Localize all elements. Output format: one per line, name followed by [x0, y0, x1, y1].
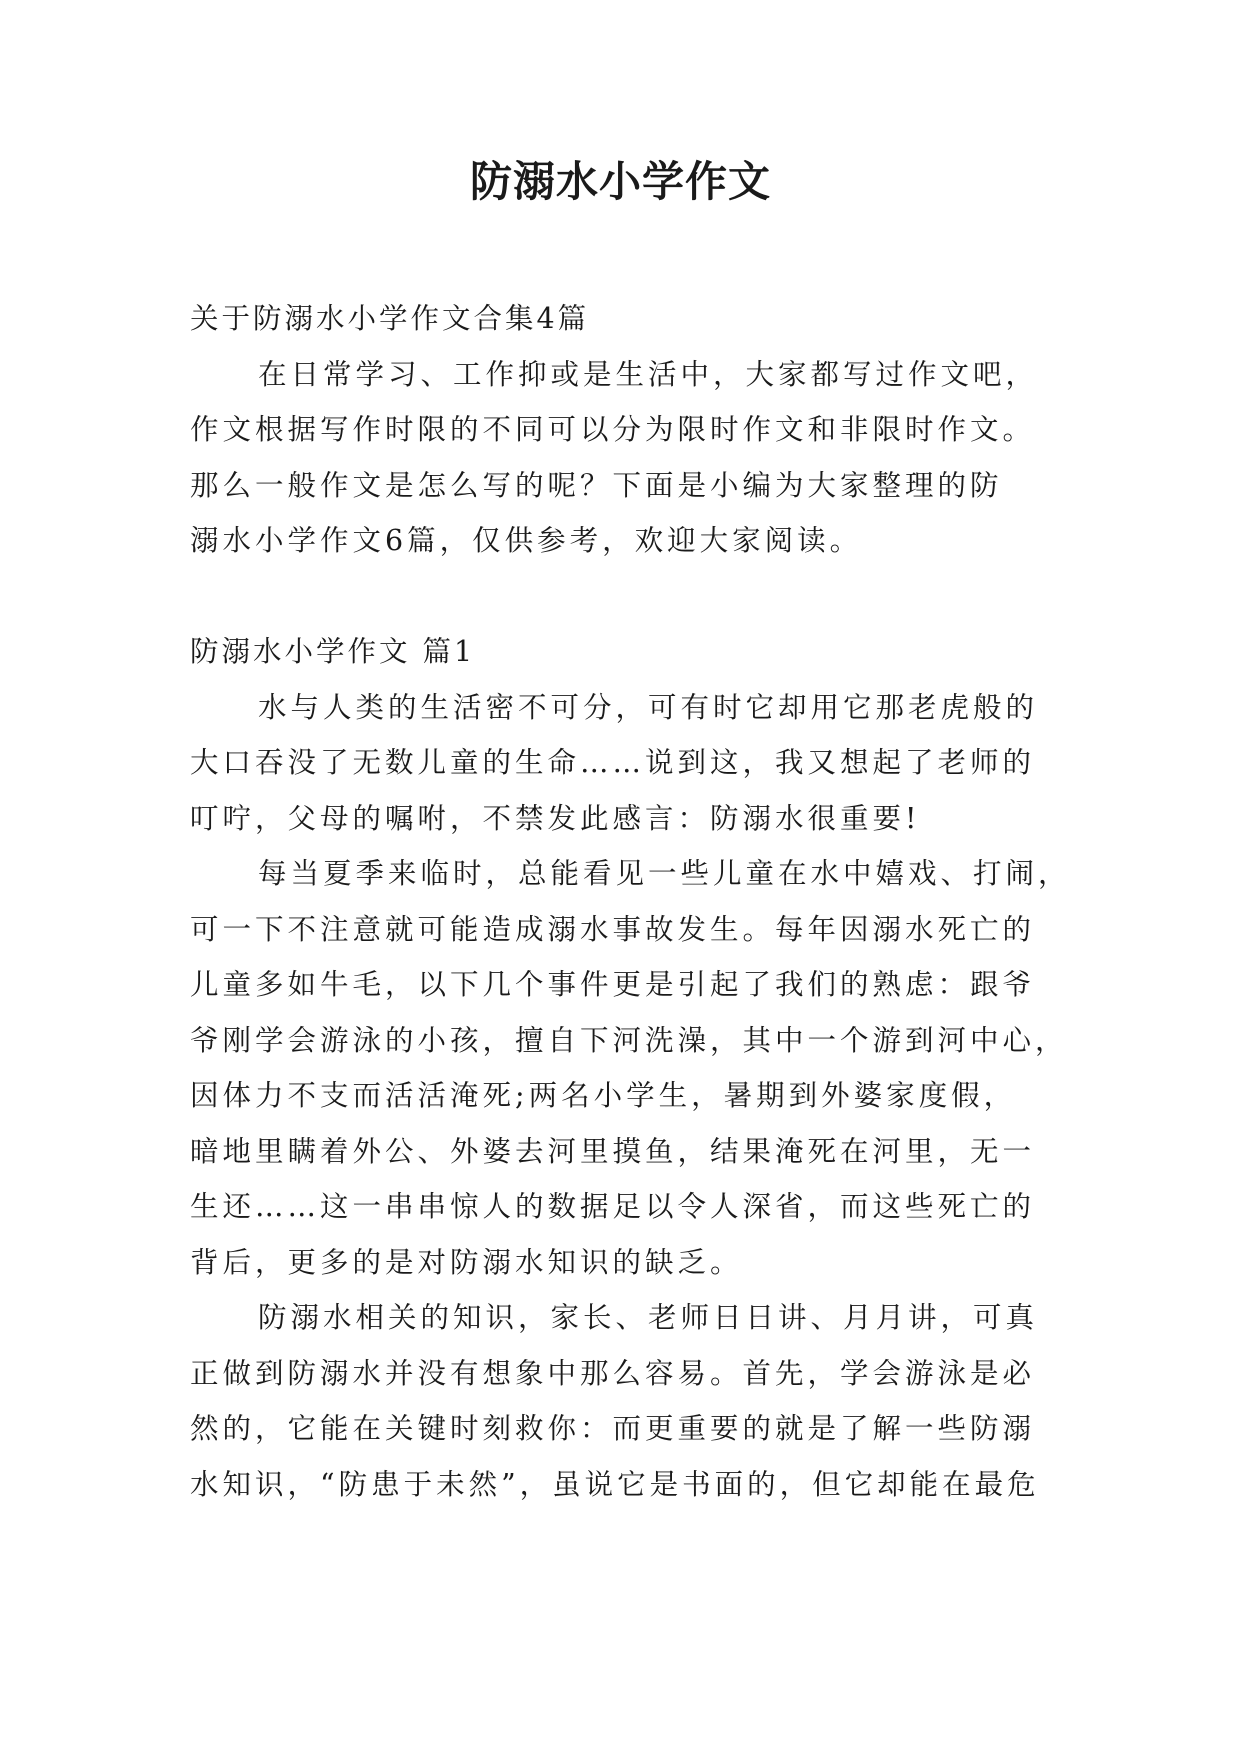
- paragraph-line: 水与人类的生活密不可分，可有时它却用它那老虎般的: [258, 690, 1039, 724]
- collection-subtitle: 关于防溺水小学作文合集4篇: [190, 302, 590, 335]
- paragraph-line: 因体力不支而活活淹死;两名小学生，暑期到外婆家度假，: [190, 1079, 1017, 1112]
- section-heading: 防溺水小学作文 篇1: [190, 635, 476, 668]
- paragraph-line: 溺水小学作文6篇，仅供参考，欢迎大家阅读。: [190, 524, 863, 557]
- paragraph-line: 大口吞没了无数儿童的生命……说到这，我又想起了老师的: [190, 746, 1036, 779]
- intro-paragraph: [190, 347, 1070, 569]
- paragraph-line: 爷刚学会游泳的小孩，擅自下河洗澡，其中一个游到河中心，: [190, 1023, 1068, 1057]
- paragraph-line: 然的，它能在关键时刻救你：而更重要的就是了解一些防溺: [190, 1412, 1036, 1445]
- paragraph-line: 在日常学习、工作抑或是生活中，大家都写过作文吧，: [258, 357, 1039, 391]
- paragraph-line: 那么一般作文是怎么写的呢？下面是小编为大家整理的防: [190, 468, 1003, 502]
- paragraph-3: [190, 1290, 1070, 1512]
- blank-line: [190, 569, 1070, 625]
- document-body: [190, 291, 1070, 1512]
- paragraph-2: [190, 846, 1070, 1290]
- paragraph-line: 防溺水相关的知识，家长、老师日日讲、月月讲，可真: [258, 1301, 1039, 1334]
- paragraph-line: 背后，更多的是对防溺水知识的缺乏。: [190, 1245, 743, 1279]
- paragraph-line: 可一下不注意就可能造成溺水事故发生。每年因溺水死亡的: [190, 912, 1036, 946]
- document-title: 防溺水小学作文: [469, 157, 771, 206]
- paragraph-line: 正做到防溺水并没有想象中那么容易。首先，学会游泳是必: [190, 1356, 1036, 1390]
- paragraph-line: 每当夏季来临时，总能看见一些儿童在水中嬉戏、打闹，: [258, 857, 1071, 890]
- paragraph-line: 生还……这一串串惊人的数据足以令人深省，而这些死亡的: [190, 1190, 1036, 1223]
- paragraph-1: [190, 680, 1070, 847]
- paragraph-line: 作文根据写作时限的不同可以分为限时作文和非限时作文。: [190, 413, 1036, 446]
- paragraph-line: 暗地里瞒着外公、外婆去河里摸鱼，结果淹死在河里，无一: [190, 1134, 1036, 1168]
- paragraph-line: 儿童多如牛毛，以下几个事件更是引起了我们的熟虑：跟爷: [190, 968, 1036, 1001]
- paragraph-line: 叮咛，父母的嘱咐，不禁发此感言：防溺水很重要!: [190, 801, 921, 835]
- paragraph-line: 水知识，“防患于未然”，虽说它是书面的，但它却能在最危: [190, 1467, 1040, 1501]
